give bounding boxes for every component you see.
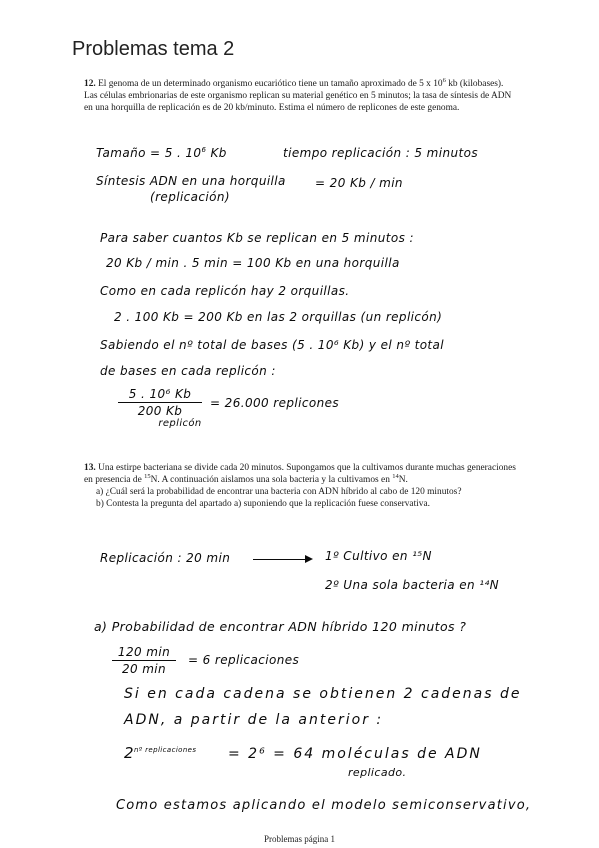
note-12-line-8: Sabiendo el nº total de bases (5 . 10⁶ Kb) y el nº total [100,338,445,352]
note-13-frac-line [112,660,176,661]
note-12-frac-numerator: 5 . 10⁶ Kb [128,387,192,401]
note-12-line-7: 2 . 100 Kb = 200 Kb en las 2 orquillas (un replicón) [114,310,443,324]
problem-13-text-2: N. A continuación aislamos una sola bacteria y la cultivamos en [150,475,393,485]
note-13-frac-denominator: 20 min [121,662,167,676]
problem-13-question-a: a) ¿Cuál será la probabilidad de encontrar una bacteria con ADN híbrido al cabo de 120 minutos? [96,487,462,497]
page-title: Problemas tema 2 [72,38,235,60]
note-12-result: = 26.000 replicones [210,396,340,410]
note-12-synthesis: Síntesis ADN en una horquilla [96,174,286,188]
note-13-frac-numerator: 120 min [117,645,171,659]
note-13-line-4: ADN, a partir de la anterior : [124,712,384,728]
note-13-line-7: Como estamos aplicando el modelo semiconservativo, [116,798,532,813]
note-12-size: Tamaño = 5 . $10^6$ Kb [96,146,227,160]
note-13-line-3: Si en cada cadena se obtienen 2 cadenas de [124,686,522,702]
note-13-question-a: a) Probabilidad de encontrar ADN híbrido 120 minutos ? [94,619,467,634]
note-12-fraction [118,387,202,429]
problem-12-number: 12. [84,79,96,89]
problem-12-exponent: 6 [442,76,446,84]
note-13-arrow [253,559,311,560]
problem-13-text-1: Una estirpe bacteriana se divide cada 20 minutos. Supongamos que la cultivamos durante muchas generaciones en presencia de [84,463,516,485]
problem-12-text-2: kb (kilobases). Las células embrionarias de este organismo replican su material genético en 5 minutos; la tasa de síntesis de ADN en una horquilla de replicación es de 20 kb/minuto. Estima el número de replicones de este genoma. [84,79,512,113]
note-12-replication-label: (replicación) [150,190,230,204]
problem-13-isotope-2: 14 [392,472,399,480]
note-12-line-6: Como en cada replicón hay 2 orquillas. [100,284,350,298]
note-13-power: $2^{nº replicaciones}$ [124,744,197,762]
note-12-frac-denominator: 200 Kb [137,404,183,418]
note-12-frac-line [118,402,202,403]
note-13-replicated: replicado. [348,766,407,779]
problem-13-number: 13. [84,463,96,473]
problem-13-isotope-1: 15 [144,472,151,480]
note-12-line-9: de bases en cada replicón : [100,364,276,378]
problem-13-text-3: N. [398,475,408,485]
note-12-line-4: Para saber cuantos Kb se replican en 5 minutos : [100,231,414,245]
note-13-fraction [112,645,176,676]
note-13-replication: Replicación : 20 min [100,551,231,565]
page-footer: Problemas página 1 [264,834,335,844]
note-13-molecules: = 2⁶ = 64 moléculas de ADN [228,746,482,762]
problem-13-statement [84,462,516,510]
problem-12-statement [84,78,516,114]
note-12-line-5: 20 Kb / min . 5 min = 100 Kb en una horquilla [106,256,400,270]
note-12-rate: = 20 Kb / min [315,176,403,190]
problem-13-question-b: b) Contesta la pregunta del apartado a) suponiendo que la replicación fuese conservativa. [96,499,430,509]
note-12-time: tiempo replicación : 5 minutos [283,146,478,160]
note-12-frac-denominator-2: replicón [158,418,202,429]
problem-12-text-1: El genoma de un determinado organismo eucariótico tiene un tamaño aproximado de 5 x 10 [98,79,443,89]
note-13-second-culture: 2º Una sola bacteria en ¹⁴N [325,578,500,592]
note-13-first-culture: 1º Cultivo en ¹⁵N [325,549,432,563]
note-13-frac-result: = 6 replicaciones [188,653,300,667]
